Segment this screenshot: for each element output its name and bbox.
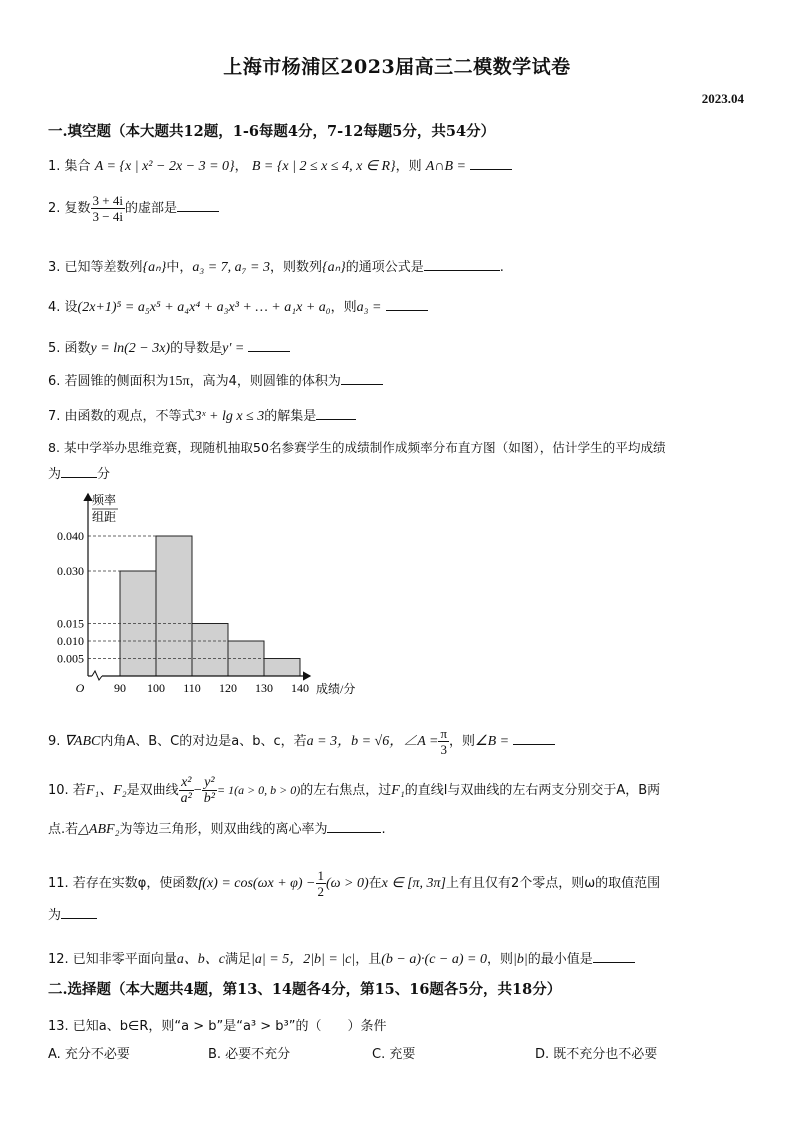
q10-triangle: △ABF₂ (78, 822, 120, 837)
q11-text1: 在 (368, 876, 382, 891)
answer-blank[interactable] (61, 906, 97, 919)
section-choice: 二.选择题（本大题共4题，第13、14题各4分，第15、16题各5分，共18分） (48, 981, 562, 998)
q8-fen: 分 (97, 467, 111, 482)
y-tick-label: 0.030 (57, 564, 84, 578)
question-8: 8. 某中学举办思维竞赛，现随机抽取50名参赛学生的成绩制作成频率分布直方图（如图），估计学生的平均成绩 (48, 440, 666, 455)
question-13: 13. 已知a、b∈R，则“a > b”是“a³ > b³”的（ ）条件 (48, 1019, 387, 1034)
y-tick-label: 0.040 (57, 529, 84, 543)
question-6 (48, 370, 383, 390)
q9-fraction (438, 726, 449, 757)
q5-function: y = ln(2 − 3x) (90, 341, 171, 356)
q9-three: 3 (440, 742, 447, 757)
q4-expansion: (2x+1)⁵ = a₅x⁵ + a₄x⁴ + a₃x³ + … + a₁x + a₀ (77, 300, 331, 315)
q12-text2: ，且 (355, 952, 382, 967)
q4-a3: a₃ = (356, 300, 382, 315)
q9-angle-b: ∠B = (475, 734, 510, 749)
answer-blank[interactable] (61, 465, 97, 478)
choice-a[interactable]: A. 充分不必要 (48, 1047, 130, 1062)
question-11-line2 (48, 904, 97, 923)
answer-blank[interactable] (470, 157, 512, 170)
origin-label: O (75, 681, 85, 695)
answer-blank[interactable] (513, 732, 555, 745)
q2-denominator: 3 − 4i (92, 209, 123, 224)
x-tick-label: 130 (255, 681, 273, 695)
q2-number: 2. 复数 (48, 201, 91, 216)
question-7 (48, 405, 356, 425)
question-5 (48, 337, 290, 357)
choice-c[interactable]: C. 充要 (372, 1047, 416, 1062)
q2-numerator: 3 + 4i (92, 193, 123, 208)
y-tick-label: 0.015 (57, 616, 84, 631)
q11-one: 1 (317, 868, 324, 883)
q8-wei: 为 (48, 467, 62, 482)
answer-blank[interactable] (177, 199, 219, 212)
q10-end: . (381, 822, 386, 837)
q5-number: 5. 函数 (48, 341, 91, 356)
q10-y2: y² (202, 775, 217, 791)
q3-sequence: {aₙ} (142, 260, 167, 275)
x-tick-label: 140 (291, 681, 309, 695)
q6-tail: ，高为4，则圆锥的体积为 (189, 374, 341, 389)
q7-tail: 的解集是 (264, 409, 317, 424)
q12-abs-b: |b| (513, 952, 528, 967)
q10-x2: x² (179, 775, 194, 791)
axis-break (92, 671, 102, 680)
q11-function: f(x) = cos(ωx + φ) − (198, 876, 316, 891)
q3-tail2: 的通项公式是 (345, 260, 424, 275)
x-tick-label: 90 (114, 681, 126, 695)
q10-frac-x (179, 775, 194, 806)
q1-then: ，则 (395, 159, 422, 174)
x-tick-label: 100 (147, 681, 165, 695)
q2-tail: 的虚部是 (125, 201, 178, 216)
exam-date: 2023.04 (701, 91, 744, 106)
q5-derivative: y′ = (222, 341, 245, 356)
q3-number: 3. 已知等差数列 (48, 260, 143, 275)
q6-number: 6. 若圆锥的侧面积为 (48, 374, 169, 389)
q10-l2b: 为等边三角形，则双曲线的离心率为 (119, 822, 328, 837)
q11-condition: (ω > 0) (326, 876, 369, 891)
q3-tail1: ，则数列 (269, 260, 322, 275)
q11-number: 11. 若存在实数φ，使函数 (48, 876, 199, 891)
question-9 (48, 726, 555, 757)
q9-text1: 内角A、B、C的对边是a、b、c，若 (100, 734, 307, 749)
choice-d[interactable]: D. 既不充分也不必要 (535, 1047, 658, 1062)
histogram-bar (156, 536, 192, 676)
q12-text4: 的最小值是 (527, 952, 593, 967)
y-tick-label: 0.010 (57, 634, 84, 648)
q10-a2: a² (180, 791, 192, 806)
q10-text1: 是双曲线 (126, 783, 179, 798)
histogram-bar (192, 624, 228, 677)
q1-set-b: B = {x | 2 ≤ x ≤ 4, x ∈ R} (251, 159, 396, 174)
q2-fraction (91, 193, 125, 224)
answer-blank[interactable] (424, 258, 500, 271)
question-1 (48, 155, 512, 175)
q3-sequence-2: {aₙ} (322, 260, 346, 275)
q1-intersection: A∩B = (425, 159, 466, 174)
q9-pi: π (440, 726, 448, 741)
answer-blank[interactable] (316, 407, 356, 420)
q6-area: 15π (168, 374, 190, 389)
q12-cond2: (b − a)·(c − a) = 0 (381, 952, 487, 967)
q3-mid: 中， (166, 260, 193, 275)
answer-blank[interactable] (327, 820, 381, 833)
q9-number: 9. (48, 734, 61, 749)
page-title: 上海市杨浦区2023届高三二模数学试卷 (223, 56, 571, 78)
section-fill-in: 一.填空题（本大题共12题，1-6每题4分，7-12每题5分，共54分） (48, 123, 496, 140)
question-4 (48, 296, 428, 316)
x-tick-label: 110 (183, 681, 201, 695)
q3-end: . (499, 260, 504, 275)
q12-vectors: a、b、c (176, 952, 226, 967)
q12-text3: ，则 (486, 952, 513, 967)
q9-text2: ，则 (449, 734, 476, 749)
q4-tail: ，则 (330, 300, 357, 315)
q12-number: 12. 已知非零平面向量 (48, 952, 177, 967)
question-10-line2 (48, 818, 386, 838)
q10-number: 10. 若 (48, 783, 86, 798)
q11-text2: 上有且仅有2个零点，则ω的取值范围 (446, 876, 661, 891)
x-axis-label: 成绩/分 (316, 682, 356, 696)
q1-set-a: A = {x | x² − 2x − 3 = 0} (94, 159, 235, 174)
y-axis-label-bottom: 组距 (91, 510, 117, 524)
histogram-chart (40, 488, 380, 703)
q7-number: 7. 由函数的观点，不等式 (48, 409, 195, 424)
q4-number: 4. 设 (48, 300, 78, 315)
question-12 (48, 948, 635, 968)
q10-f1: F₁ (391, 783, 405, 798)
q5-tail: 的导数是 (170, 341, 223, 356)
histogram-bar (264, 659, 300, 677)
q11-half (316, 868, 327, 899)
q12-cond1: |a| = 5，2|b| = |c| (251, 952, 356, 967)
q1-sep: ， (234, 159, 248, 174)
q10-rest: = 1(a > 0, b > 0) (216, 783, 301, 797)
answer-blank[interactable] (386, 298, 428, 311)
y-axis-label-top: 频率 (91, 493, 117, 507)
q3-condition: a₃ = 7, a₇ = 3 (192, 260, 270, 275)
question-8-line2 (48, 463, 110, 482)
answer-blank[interactable] (248, 339, 290, 352)
y-tick-label: 0.005 (57, 651, 84, 666)
x-tick-label: 120 (219, 681, 237, 695)
q12-text1: 满足 (225, 952, 252, 967)
q10-text2: 的左右焦点，过 (300, 783, 392, 798)
q7-inequality: 3ˣ + lg x ≤ 3 (194, 409, 265, 424)
q11-wei: 为 (48, 908, 62, 923)
question-10: 10. 若F₁、F₂是双曲线 $\frac{\text{x²}}{\text{a²}}$ − $\frac{\text{y²}}{\text{b²}}$ = 1(a > 0, b > 0)的左右焦点，过F₁的直线l与双曲线的左右两支分别交于A，B两 (48, 775, 661, 806)
q11-two: 2 (317, 884, 324, 899)
question-3 (48, 256, 504, 276)
question-2 (48, 193, 219, 224)
question-11 (48, 868, 660, 899)
answer-blank[interactable] (341, 372, 383, 385)
choice-b[interactable]: B. 必要不充分 (208, 1047, 291, 1062)
q1-number: 1. 集合 (48, 159, 91, 174)
q10-foci: F₁、F₂ (85, 783, 127, 798)
q11-interval: x ∈ [π, 3π] (381, 876, 447, 891)
q9-triangle: ∇ABC (64, 734, 101, 749)
q9-condition: a = 3，b = √6，∠A = (306, 734, 439, 749)
q10-frac-y (202, 775, 217, 806)
q10-b2: b² (203, 791, 215, 806)
q10-text3: 的直线l与双曲线的左右两支分别交于A，B两 (404, 783, 661, 798)
answer-blank[interactable] (593, 950, 635, 963)
q10-l2a: 点.若 (48, 822, 79, 837)
